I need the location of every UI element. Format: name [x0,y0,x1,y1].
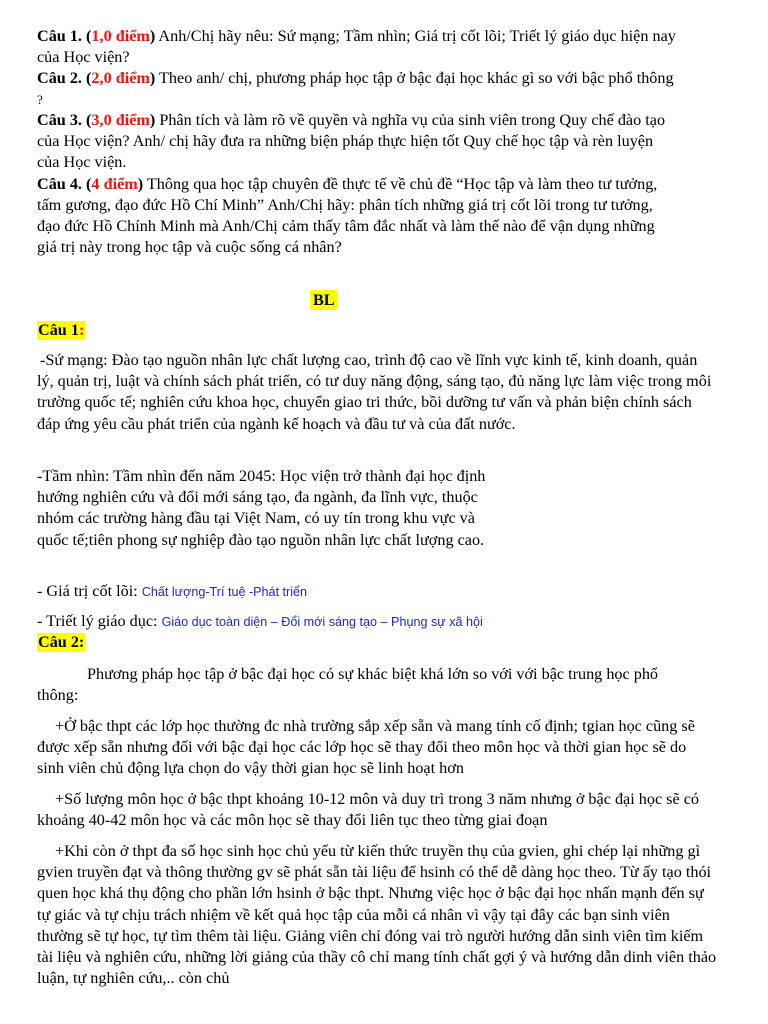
triet-ly-label: - Triết lý giáo dục: [37,612,158,630]
question-2: Câu 2. (2,0 điểm) Theo anh/ chị, phương pháp học tập ở bậc đại học khác gì so với bậc phổ thông ? [37,69,674,107]
cau2-heading: Câu 2: [38,633,85,651]
question-4: Câu 4. (4 điểm) Thông qua học tập chuyên đề thực tế về chủ đề “Học tập và làm theo tư tưởng, tấm gương, đạo đức Hồ Chí Minh” Anh/Chị hãy: phân tích những giá trị cốt lõi trong tư tưởng, đạo đức Hồ Chính Minh mà Anh/Chị cảm thấy tâm đắc nhất và làm thế nào để vận dụng những giá trị này trong học tập và cuộc sống cá nhân? [37,175,658,256]
question-text: Phân tích và làm rõ về quyền và nghĩa vụ của sinh viên trong Quy chế đào tạo của Học viện? Anh/ chị hãy đưa ra những biện pháp thực hiện tốt Quy chế học tập và rèn luyện của Học viện. [37,111,666,171]
question-tail: ? [37,92,43,107]
tam-nhin-paragraph: -Tầm nhìn: Tầm nhìn đến năm 2045: Học viện trở thành đại học định hướng nghiên cứu và đổi mới sáng tạo, đa ngành, đa lĩnh vực, thuộc nhóm các trường hàng đầu tại Việt Nam, có uy tín trong khu vực và quốc tế;tiên phong sự nghiệp đào tạo nguồn nhân lực chất lượng cao. [37,467,486,549]
question-points: 4 điểm [91,175,138,193]
su-mang-paragraph: -Sứ mạng: Đào tạo nguồn nhân lực chất lượng cao, trình độ cao về lĩnh vực kinh tế, kinh doanh, quản lý, quản trị, luật và chính sách phát triển, có tư duy năng động, sáng tạo, đủ năng lực làm việc trong môi trường quốc tế; nghiên cứu khoa học, chuyển giao tri thức, bồi dưỡng tư vấn và phản biện chính sách đáp ứng yêu cầu phát triển của ngành kế hoạch và đầu tư và của đất nước. [37,351,712,433]
gia-tri-cot-loi [37,581,717,603]
answer-title: BL [310,290,338,310]
cau2-point-3: +Khi còn ở thpt đa số học sinh học chủ yếu từ kiến thức truyền thụ của gvien, ghi chép lại những gì gvien truyền đạt và thông thường gv sẽ phát sẵn tài liệu để hsinh có thể dễ dàng học theo. Từ ấy tạo thói quen học khá thụ động cho phần lớn hsinh ở bậc thpt. Nhưng việc học ở bậc đại học nhấn mạnh đến sự tự giác và tự chịu trách nhiệm về kết quả học tập của mỗi cá nhân vì vậy tại đây các bạn sinh viên thường sẽ tự học, tự tìm thêm tài liệu. Giảng viên chỉ đóng vai trò người hướng dẫn sinh viên tìm kiếm tài liệu và nghiên cứu, những lời giảng của thầy cô chỉ mang tính chất gợi ý và hướng dẫn dinh viên thảo luận, tự nghiên cứu,.. còn chủ [37,842,717,988]
gia-tri-value: Chất lượng-Trí tuệ -Phát triển [141,585,308,599]
question-text: Anh/Chị hãy nêu: Sứ mạng; Tầm nhìn; Giá trị cốt lõi; Triết lý giáo dục hiện nay của Học viện? [37,27,676,66]
question-points: 3,0 điểm [91,111,150,129]
cau2-point-2: +Số lượng môn học ở bậc thpt khoảng 10-12 môn và duy trì trong 3 năm nhưng ở bậc đại học sẽ có khoảng 40-42 môn học và các môn học sẽ thay đổi liên tục theo từng giai đoạn [37,790,699,830]
cau2-intro: Phương pháp học tập ở bậc đại học có sự khác biệt khá lớn so với với bậc trung học phổ thông: [37,665,659,705]
question-label: Câu 4. [37,175,82,193]
cau1-heading: Câu 1: [38,321,85,339]
question-text: Thông qua học tập chuyên đề thực tế về chủ đề “Học tập và làm theo tư tưởng, tấm gương, đạo đức Hồ Chí Minh” Anh/Chị hãy: phân tích những giá trị cốt lõi trong tư tưởng, đạo đức Hồ Chính Minh mà Anh/Chị cảm thấy tâm đắc nhất và làm thế nào để vận dụng những giá trị này trong học tập và cuộc sống cá nhân? [37,175,658,256]
cau2-point-1: +Ở bậc thpt các lớp học thường đc nhà trường sắp xếp sẵn và mang tính cố định; tgian học cũng sẽ được xếp sẵn nhưng đối với bậc đại học các lớp học sẽ thay đổi theo môn học và thời gian học sẽ do sinh viên chủ động lựa chọn do vậy thời gian học sẽ linh hoạt hơn [37,717,695,778]
question-text: Theo anh/ chị, phương pháp học tập ở bậc đại học khác gì so với bậc phổ thông [159,69,674,87]
gia-tri-label: - Giá trị cốt lõi: [37,582,138,600]
question-3: Câu 3. (3,0 điểm) Phân tích và làm rõ về quyền và nghĩa vụ của sinh viên trong Quy chế đào tạo của Học viện? Anh/ chị hãy đưa ra những biện pháp thực hiện tốt Quy chế học tập và rèn luyện của Học viện. [37,111,666,171]
triet-ly-giao-duc [37,611,717,633]
question-1: Câu 1. (1,0 điểm) Anh/Chị hãy nêu: Sứ mạng; Tầm nhìn; Giá trị cốt lõi; Triết lý giáo dục hiện nay của Học viện? [37,27,676,66]
question-label: Câu 3. [37,111,82,129]
question-points: 2,0 điểm [91,69,150,87]
triet-ly-value: Giáo dục toàn diện – Đổi mới sáng tạo – Phụng sự xã hội [161,615,483,629]
question-label: Câu 1. [37,27,82,45]
question-points: 1,0 điểm [91,27,150,45]
question-label: Câu 2. [37,69,82,87]
